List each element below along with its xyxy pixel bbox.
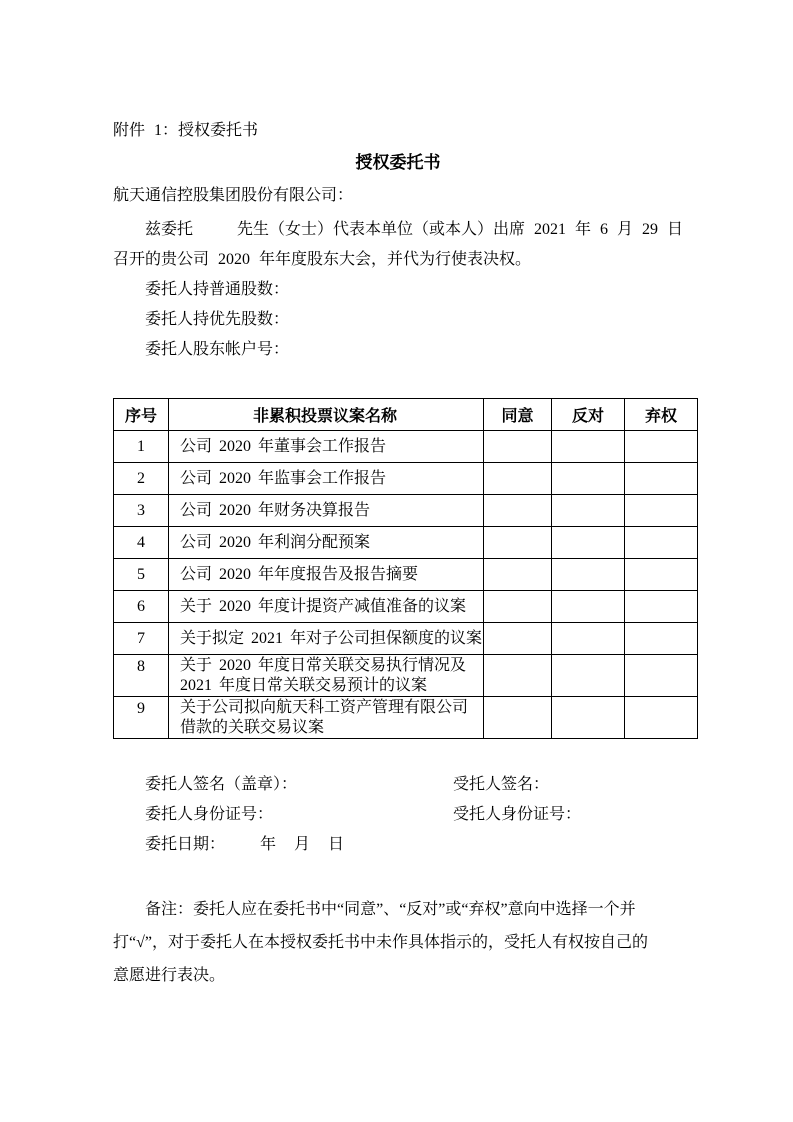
- vote-against-cell: [552, 655, 625, 697]
- proposal-name-line-2: 2021 年度日常关联交易预计的议案: [180, 676, 428, 694]
- proposal-name-line: 关于公司拟向航天科工资产管理有限公司: [180, 698, 469, 716]
- proposal-no-cell: 3: [114, 495, 169, 527]
- trustee-id-label: 受托人身份证号：: [453, 806, 582, 823]
- vote-abstain-cell: [625, 431, 698, 463]
- table-row: [114, 655, 698, 697]
- proposal-name-cell: [169, 559, 484, 591]
- proposal-no: 9: [137, 700, 145, 717]
- vote-agree-cell: [484, 527, 552, 559]
- vote-against-cell: [552, 623, 625, 655]
- vote-abstain-cell: [625, 463, 698, 495]
- proposal-name-line: 公司 2020 年利润分配预案: [180, 533, 371, 551]
- proposal-no-cell: 7: [114, 623, 169, 655]
- signature-row-3: [113, 830, 697, 860]
- proposal-name-cell: [169, 623, 484, 655]
- table-row: [114, 697, 698, 739]
- vote-abstain-cell: [625, 697, 698, 739]
- vote-abstain-cell: [625, 591, 698, 623]
- ordinary-shares-line: 委托人持普通股数：: [145, 281, 290, 298]
- vote-abstain-cell: [625, 527, 698, 559]
- table-header-row: [114, 399, 698, 431]
- holdings-block: [113, 275, 697, 365]
- proposal-no-cell: [114, 697, 169, 739]
- proposal-no-cell: 1: [114, 431, 169, 463]
- proposal-name-cell: [169, 463, 484, 495]
- table-row: [114, 591, 698, 623]
- signature-row-2: [113, 800, 697, 830]
- table-row: [114, 623, 698, 655]
- header-abstain: 弃权: [625, 399, 698, 431]
- table-row: [114, 527, 698, 559]
- document-title: 授权委托书: [355, 153, 441, 172]
- vote-against-cell: [552, 495, 625, 527]
- header-agree: 同意: [484, 399, 552, 431]
- header-against: 反对: [552, 399, 625, 431]
- header-no: 序号: [114, 399, 169, 431]
- vote-against-cell: [552, 697, 625, 739]
- proposal-name-line-2: 借款的关联交易议案: [180, 718, 325, 736]
- entrust-date-label: 委托日期：: [145, 836, 226, 853]
- header-proposal-name: 非累积投票议案名称: [169, 399, 484, 431]
- vote-agree-cell: [484, 623, 552, 655]
- vote-against-cell: [552, 527, 625, 559]
- vote-agree-cell: [484, 591, 552, 623]
- proposal-name-cell: [169, 655, 484, 697]
- proposal-no-cell: 4: [114, 527, 169, 559]
- proposal-no-cell: [114, 655, 169, 697]
- signature-block: [113, 770, 697, 860]
- vote-agree-cell: [484, 495, 552, 527]
- entrust-line-1-rest: 先生（女士）代表本单位（或本人）出席 2021 年 6 月 29 日: [237, 221, 684, 238]
- shareholder-account-line: 委托人股东帐户号：: [145, 341, 290, 358]
- proposal-name-cell: [169, 591, 484, 623]
- principal-id-label: 委托人身份证号：: [145, 806, 274, 823]
- proposal-name-line: 公司 2020 年董事会工作报告: [180, 437, 387, 455]
- proposal-no-cell: 6: [114, 591, 169, 623]
- vote-agree-cell: [484, 559, 552, 591]
- note-paragraph: [113, 893, 697, 992]
- trustee-signature-label: 受托人签名：: [453, 776, 550, 793]
- note-line-1: 备注：委托人应在委托书中“同意”、“反对”或“弃权”意向中选择一个并: [145, 901, 636, 918]
- entrust-paragraph: [113, 215, 697, 275]
- proposal-name-cell: [169, 527, 484, 559]
- note-line-3: 意愿进行表决。: [113, 967, 226, 984]
- proposals-table: [113, 398, 698, 739]
- table-row: [114, 559, 698, 591]
- vote-agree-cell: [484, 463, 552, 495]
- proposal-name-line: 关于 2020 年度计提资产减值准备的议案: [180, 597, 467, 615]
- proposal-name-line: 公司 2020 年年度报告及报告摘要: [180, 565, 419, 583]
- vote-abstain-cell: [625, 655, 698, 697]
- document-content: [113, 0, 697, 992]
- proposal-name-cell: [169, 495, 484, 527]
- proposal-name-line: 关于 2020 年度日常关联交易执行情况及: [180, 656, 467, 674]
- vote-abstain-cell: [625, 559, 698, 591]
- vote-against-cell: [552, 559, 625, 591]
- vote-against-cell: [552, 431, 625, 463]
- table-row: [114, 431, 698, 463]
- vote-agree-cell: [484, 431, 552, 463]
- proposal-no-cell: 2: [114, 463, 169, 495]
- proposal-name-line: 公司 2020 年财务决算报告: [180, 501, 371, 519]
- entrust-line-2: 召开的贵公司 2020 年年度股东大会，并代为行使表决权。: [113, 251, 532, 268]
- principal-signature-label: 委托人签名（盖章）：: [145, 776, 298, 793]
- table-row: [114, 495, 698, 527]
- signature-row-1: [113, 770, 697, 800]
- proposal-no: 8: [137, 658, 145, 675]
- vote-agree-cell: [484, 655, 552, 697]
- vote-against-cell: [552, 591, 625, 623]
- proposal-name-line: 关于拟定 2021 年对子公司担保额度的议案: [180, 629, 483, 647]
- vote-against-cell: [552, 463, 625, 495]
- preferred-shares-line: 委托人持优先股数：: [145, 311, 290, 328]
- entrust-line-1: [113, 215, 697, 245]
- vote-agree-cell: [484, 697, 552, 739]
- table-row: [114, 463, 698, 495]
- proposal-name-line: 公司 2020 年监事会工作报告: [180, 469, 387, 487]
- proposal-name-cell: [169, 697, 484, 739]
- entrust-date-format: 年 月 日: [260, 836, 345, 853]
- proposal-no-cell: 5: [114, 559, 169, 591]
- note-line-2: 打“√”，对于委托人在本授权委托书中未作具体指示的，受托人有权按自己的: [113, 934, 648, 951]
- proposal-name-cell: [169, 431, 484, 463]
- attachment-label: 附件 1：授权委托书: [113, 122, 259, 139]
- company-salutation: 航天通信控股集团股份有限公司：: [113, 187, 354, 204]
- entrust-prefix: 兹委托: [145, 221, 194, 238]
- vote-abstain-cell: [625, 623, 698, 655]
- vote-abstain-cell: [625, 495, 698, 527]
